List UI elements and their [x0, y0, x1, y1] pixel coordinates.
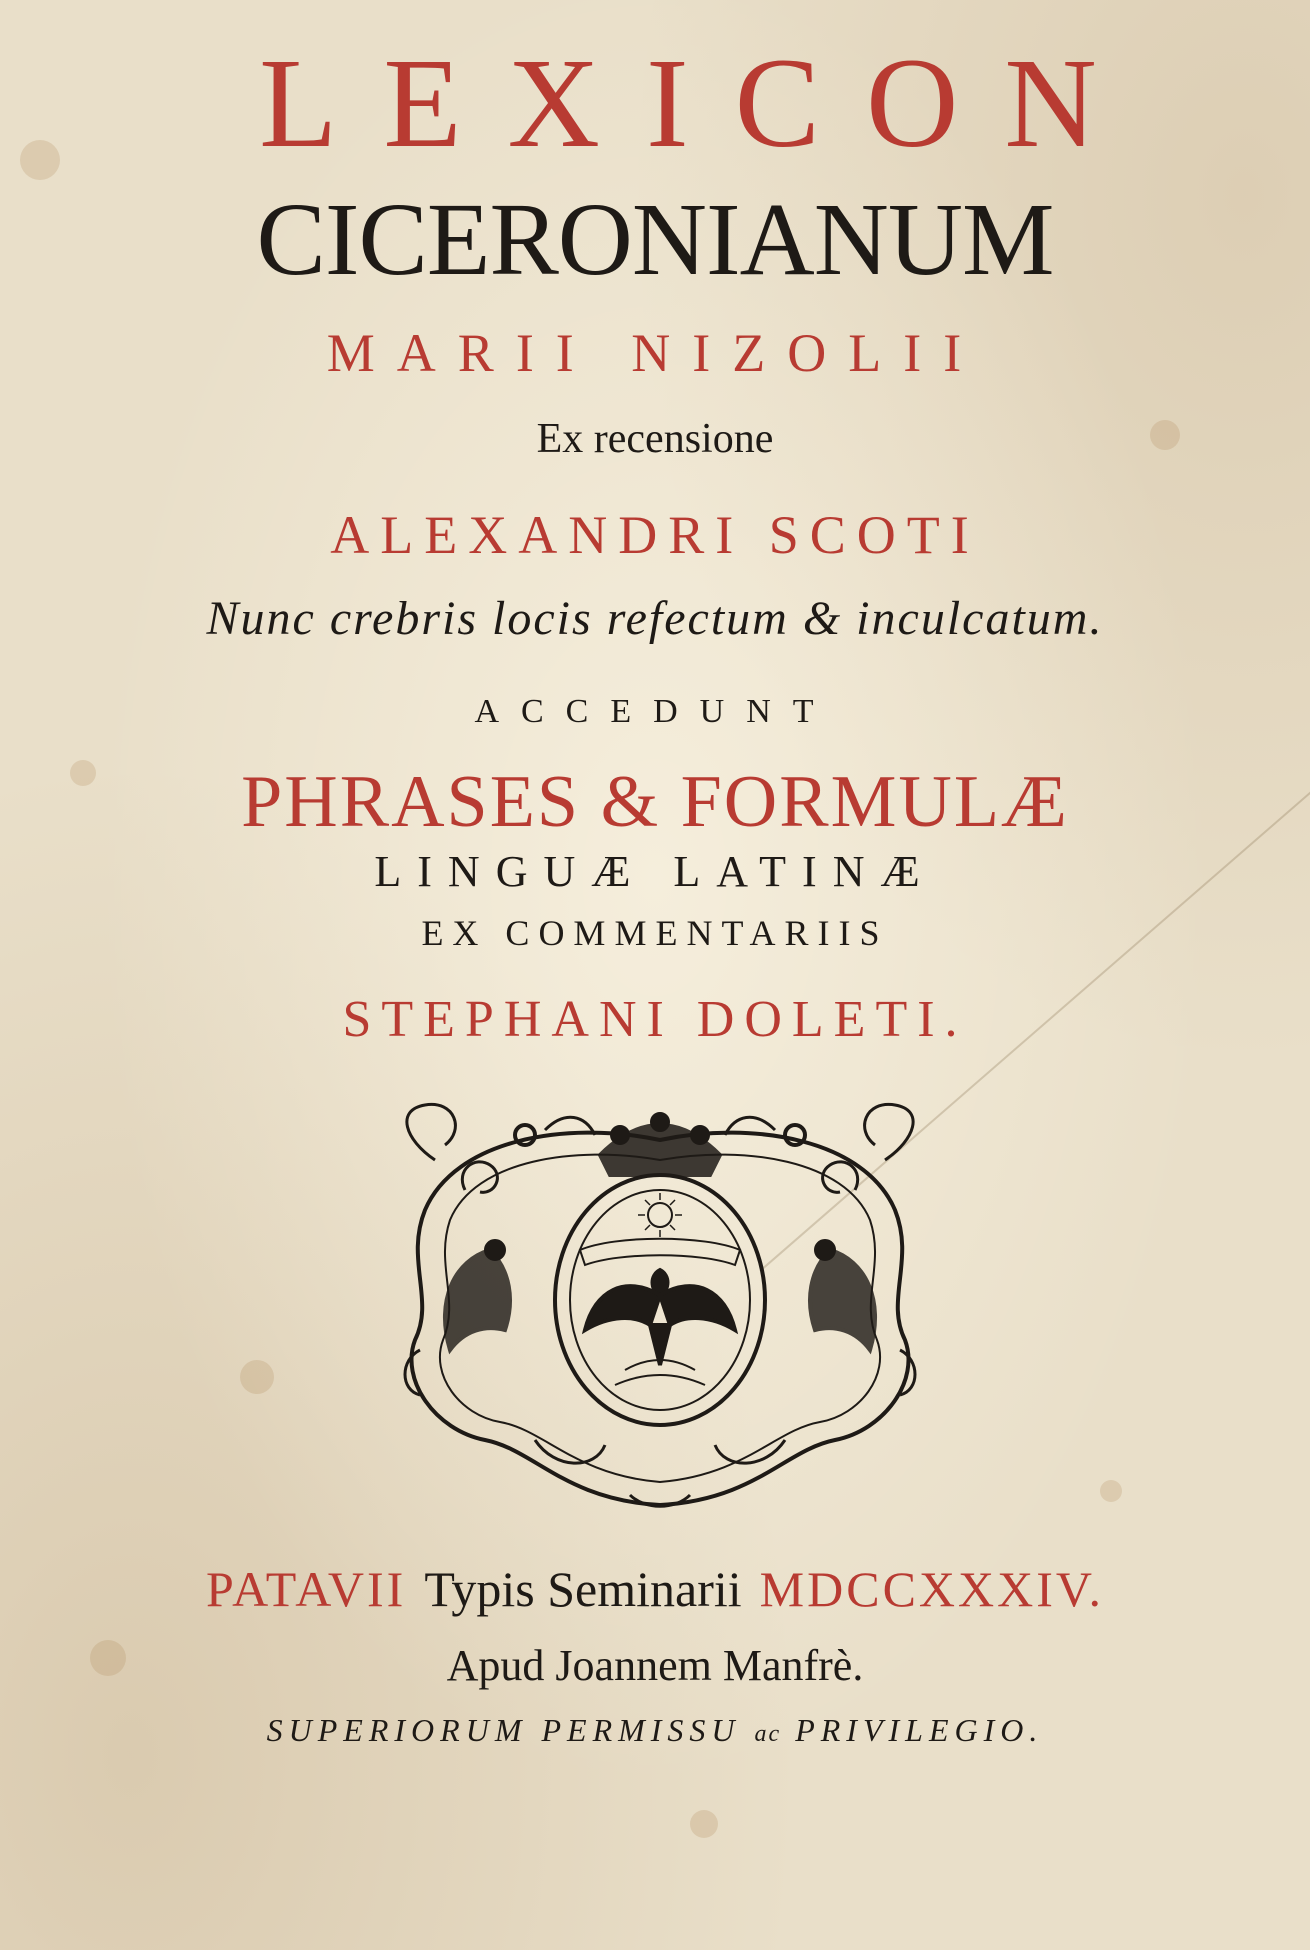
- imprint-place: PATAVII: [205, 1561, 407, 1617]
- privilege-end: PRIVILEGIO.: [795, 1712, 1044, 1748]
- stephani-doleti: STEPHANI DOLETI.: [342, 991, 968, 1048]
- imprint-year: MDCCXXXIV.: [759, 1561, 1105, 1617]
- phrases-formulae: PHRASES & FORMULÆ: [241, 761, 1069, 843]
- imprint-printer: Typis Seminarii: [424, 1561, 742, 1617]
- ex-commentariis: EX COMMENTARIIS: [421, 913, 889, 953]
- foxing-spot: [1100, 1480, 1122, 1502]
- title-lexicon: LEXICON: [259, 32, 1143, 174]
- subtitle-italic: Nunc crebris locis refectum & inculcatum.: [206, 592, 1104, 645]
- foxing-spot: [240, 1360, 274, 1394]
- foxing-spot: [690, 1810, 718, 1838]
- privilege-ac: ac: [754, 1721, 782, 1747]
- accedunt-label: ACCEDUNT: [474, 693, 836, 730]
- recension-label: Ex recensione: [536, 416, 774, 462]
- editor-name: ALEXANDRI SCOTI: [330, 505, 980, 565]
- privilege-main: SUPERIORUM PERMISSU: [266, 1712, 741, 1748]
- linguae-latinae: LINGUÆ LATINÆ: [374, 847, 936, 896]
- title-ciceronianum: CICERONIANUM: [256, 182, 1054, 297]
- privilege-line: [0, 1712, 1310, 1749]
- author-name: MARII NIZOLII: [326, 323, 984, 383]
- imprint-line: [0, 1560, 1310, 1618]
- publisher-line: Apud Joannem Manfrè.: [446, 1641, 864, 1690]
- printers-device-icon: [395, 1100, 925, 1520]
